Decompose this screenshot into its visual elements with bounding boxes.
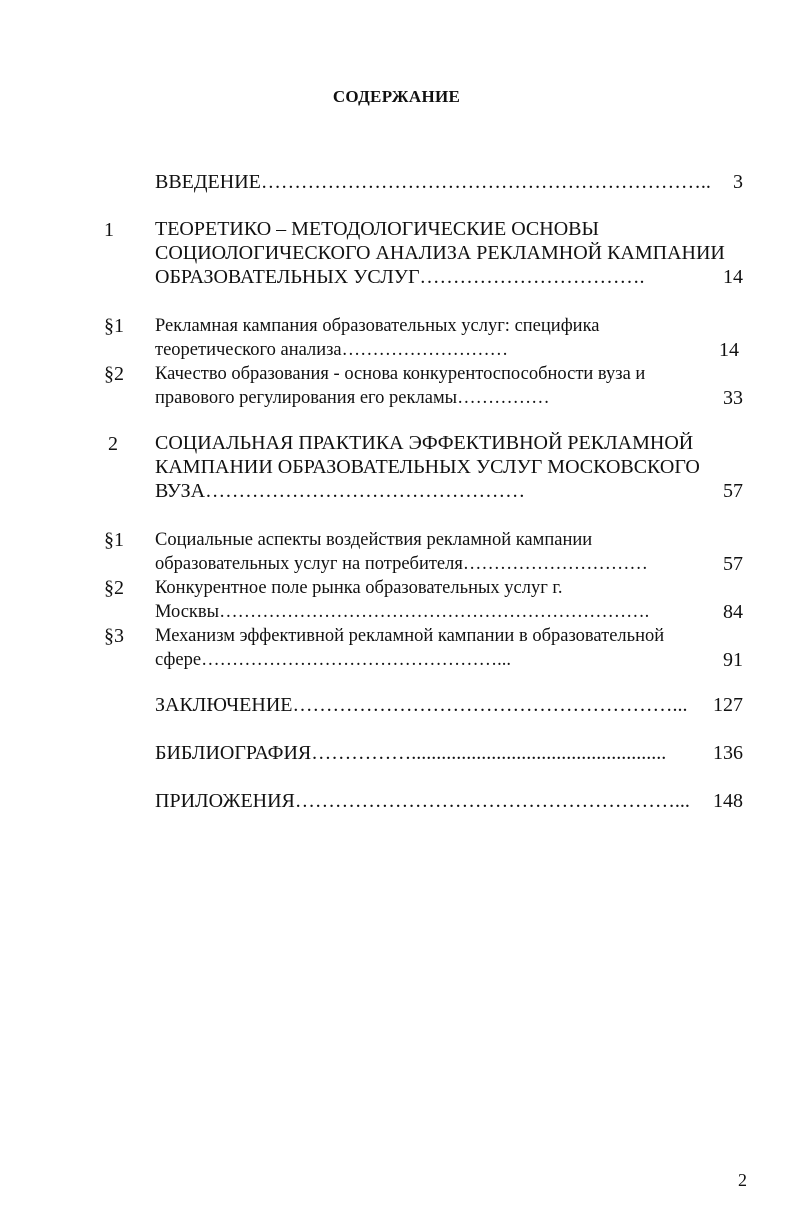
toc-entry-line: ПРИЛОЖЕНИЯ…………………………………………………... xyxy=(155,790,690,812)
toc-entry-text xyxy=(155,624,664,672)
toc-entry-text xyxy=(155,362,645,410)
toc-entry-text xyxy=(155,741,666,765)
toc-entry-page: 3 xyxy=(733,171,743,193)
toc-entry-page: 14 xyxy=(723,266,743,288)
toc-entry-line: сфере…………………………………………... xyxy=(155,650,511,670)
toc-entry-line: ТЕОРЕТИКО – МЕТОДОЛОГИЧЕСКИЕ ОСНОВЫ xyxy=(155,218,599,240)
toc-entry-page: 33 xyxy=(723,387,743,409)
toc-entry-number: §1 xyxy=(104,315,124,337)
toc-entry-line: образовательных услуг на потребителя………………………… xyxy=(155,554,648,574)
toc-entry-line: Механизм эффективной рекламной кампании в образовательной xyxy=(155,626,665,646)
toc-entry-line: ЗАКЛЮЧЕНИЕ…………………………………………………... xyxy=(155,694,688,716)
toc-entry-line: правового регулирования его рекламы…………… xyxy=(155,388,550,408)
toc-entry-line: КАМПАНИИ ОБРАЗОВАТЕЛЬНЫХ УСЛУГ МОСКОВСКОГО xyxy=(155,456,700,478)
toc-entry-line: Качество образования - основа конкурентоспособности вуза и xyxy=(155,364,646,384)
toc-entry-page: 57 xyxy=(723,553,743,575)
toc-entry-page: 14 xyxy=(719,339,739,361)
toc-entry-line: СОЦИАЛЬНАЯ ПРАКТИКА ЭФФЕКТИВНОЙ РЕКЛАМНОЙ xyxy=(155,432,694,454)
toc-entry-number: §2 xyxy=(104,363,124,385)
toc-entry-line: БИБЛИОГРАФИЯ……………................................................... xyxy=(155,742,667,764)
toc-entry-number: 2 xyxy=(108,433,118,455)
toc-entry-line: Конкурентное поле рынка образовательных услуг г. xyxy=(155,578,563,598)
toc-entry-line: СОЦИОЛОГИЧЕСКОГО АНАЛИЗА РЕКЛАМНОЙ КАМПАНИИ xyxy=(155,242,725,264)
toc-entry-page: 136 xyxy=(713,742,743,764)
toc-entry-page: 148 xyxy=(713,790,743,812)
toc-entry-line: ВВЕДЕНИЕ………………………………………………………….. xyxy=(155,171,711,193)
toc-entry-line: Социальные аспекты воздействия рекламной кампании xyxy=(155,530,593,550)
toc-entry-line: ВУЗА………………………………………… xyxy=(155,480,526,502)
toc-entry-page: 57 xyxy=(723,480,743,502)
toc-entry-line: ОБРАЗОВАТЕЛЬНЫХ УСЛУГ……………………………. xyxy=(155,266,645,288)
page-title: СОДЕРЖАНИЕ xyxy=(332,87,461,106)
toc-entry-text xyxy=(155,576,649,624)
toc-entry-text xyxy=(155,528,648,576)
toc-entry-line: Москвы……………………………………………………………. xyxy=(155,602,650,622)
toc-entry-text xyxy=(155,431,700,503)
toc-entry-text xyxy=(155,789,690,813)
toc-entry-text xyxy=(155,693,687,717)
toc-entry-number: §2 xyxy=(104,577,124,599)
toc-entry-number: 1 xyxy=(104,219,114,241)
toc-entry-page: 127 xyxy=(713,694,743,716)
toc-entry-number: §3 xyxy=(104,625,124,647)
footer-page-number: 2 xyxy=(738,1170,747,1190)
toc-entry-text xyxy=(155,217,725,289)
toc-entry-page: 84 xyxy=(723,601,743,623)
toc-entry-line: теоретического анализа……………………… xyxy=(155,340,509,360)
toc-entry-text xyxy=(155,314,600,362)
toc-entry-page: 91 xyxy=(723,649,743,671)
toc-entry-number: §1 xyxy=(104,529,124,551)
toc-entry-text xyxy=(155,170,711,194)
toc-entry-line: Рекламная кампания образовательных услуг: специфика xyxy=(155,316,600,336)
